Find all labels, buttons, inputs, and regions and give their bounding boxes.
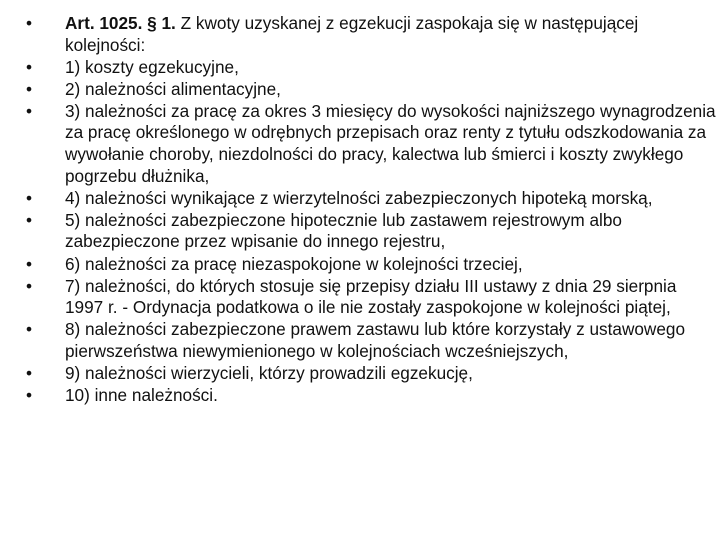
list-item [26,363,716,385]
list-item [26,276,716,319]
article-heading-text [65,13,716,56]
bullet: • [26,100,33,121]
list-item [26,254,716,276]
list-item-text: 4) należności wynikające z wierzytelności zabezpieczonych hipoteką morską, [65,187,653,208]
list-item [26,57,716,79]
bullet: • [26,385,33,406]
list-item-text: 8) należności zabezpieczone prawem zastawu lub które korzystały z ustawowego pierwszeństwa niewymienionego w kolejnościach wcześniejszych, [65,319,686,361]
list-item [26,79,716,101]
list-item-text: 10) inne należności. [65,385,218,406]
bullet: • [26,275,33,296]
bullet: • [26,209,33,230]
list-item-text: 9) należności wierzycieli, którzy prowadzili egzekucję, [65,363,473,383]
list-item-text: 1) koszty egzekucyjne, [65,56,239,77]
list-item [26,188,716,210]
list-item-text: 3) należności za pracę za okres 3 miesięcy do wysokości najniższego wynagrodzenia za pracę określonego w odrębnych przepisach oraz renty z tytułu odszkodowania za wywołanie choroby, niezdolności do pracy, kalectwa lub śmierci i koszty zwykłego pogrzebu dłużnika, [65,100,716,186]
article-list [26,13,716,407]
list-item-text: 5) należności zabezpieczone hipotecznie lub zastawem rejestrowym albo zabezpieczone przez wpisanie do innego rejestru, [65,209,622,252]
bullet: • [26,78,33,99]
list-item [26,101,716,187]
list-item-text: 7) należności, do których stosuje się przepisy działu III ustawy z dnia 29 sierpnia 1997 r. - Ordynacja podatkowa o ile nie zostały zaspokojone w kolejności piątej, [65,275,677,318]
bullet: • [26,13,33,33]
bullet: • [26,187,33,208]
list-item [26,210,716,253]
article-intro: Z kwoty uzyskanej z egzekucji zaspokaja się w następującej kolejności: [65,13,639,55]
bullet: • [26,253,33,274]
article-heading-item [26,13,716,56]
list-item-text: 6) należności za pracę niezaspokojone w kolejności trzeciej, [65,253,523,274]
article-heading: Art. 1025. § 1. [65,13,176,33]
list-item [26,319,716,362]
bullet: • [26,363,33,383]
bullet: • [26,319,33,340]
list-item-text: 2) należności alimentacyjne, [65,78,281,99]
bullet: • [26,56,33,77]
list-item [26,385,716,407]
